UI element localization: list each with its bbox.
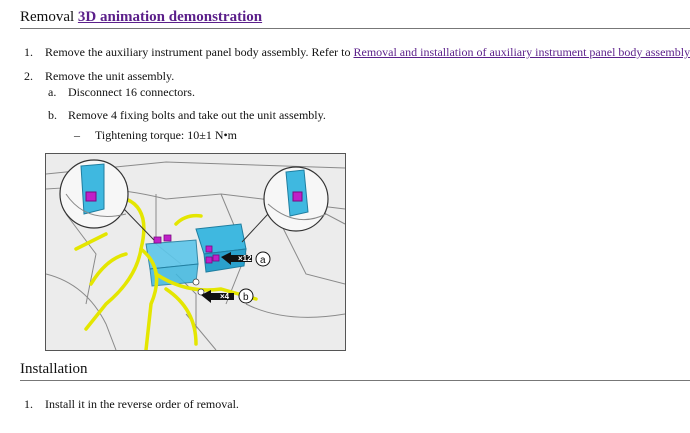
step-number: 2. — [24, 69, 33, 83]
step-2-body — [45, 69, 174, 84]
callout-b — [201, 289, 253, 303]
removal-title: Removal — [20, 9, 75, 25]
callout-b-count: ×4 — [220, 292, 230, 301]
panel-removal-link[interactable]: Removal and installation of auxiliary instrument panel body assembly — [353, 45, 690, 59]
substep-b-number: b. — [48, 108, 57, 122]
step-text: Remove the unit assembly. — [45, 69, 175, 83]
note-bullet: – — [74, 128, 80, 142]
substep-a-text: Disconnect 16 connectors. — [68, 85, 195, 99]
step-1-body — [45, 45, 690, 60]
step-number: 1. — [24, 45, 33, 59]
step-text: Remove the auxiliary instrument panel body assembly. Refer to — [45, 45, 354, 59]
install-step-number: 1. — [24, 397, 33, 411]
unit-assembly-figure — [45, 153, 346, 351]
installation-heading — [20, 361, 690, 381]
callout-b-letter: b — [243, 292, 249, 303]
install-step-text: Install it in the reverse order of removal. — [45, 397, 239, 411]
substep-b-text: Remove 4 fixing bolts and take out the unit assembly. — [68, 108, 326, 122]
callout-a-letter: a — [260, 255, 266, 266]
callout-a-count: ×12 — [238, 254, 252, 263]
substep-a-number: a. — [48, 85, 57, 99]
step-1 — [24, 45, 33, 60]
assembly-illustration — [46, 154, 345, 350]
torque-note: Tightening torque: 10±1 N•m — [95, 128, 238, 142]
removal-heading — [20, 9, 690, 29]
installation-title: Installation — [20, 361, 88, 377]
step-2 — [24, 69, 33, 84]
animation-demo-link[interactable]: 3D animation demonstration — [77, 9, 263, 25]
